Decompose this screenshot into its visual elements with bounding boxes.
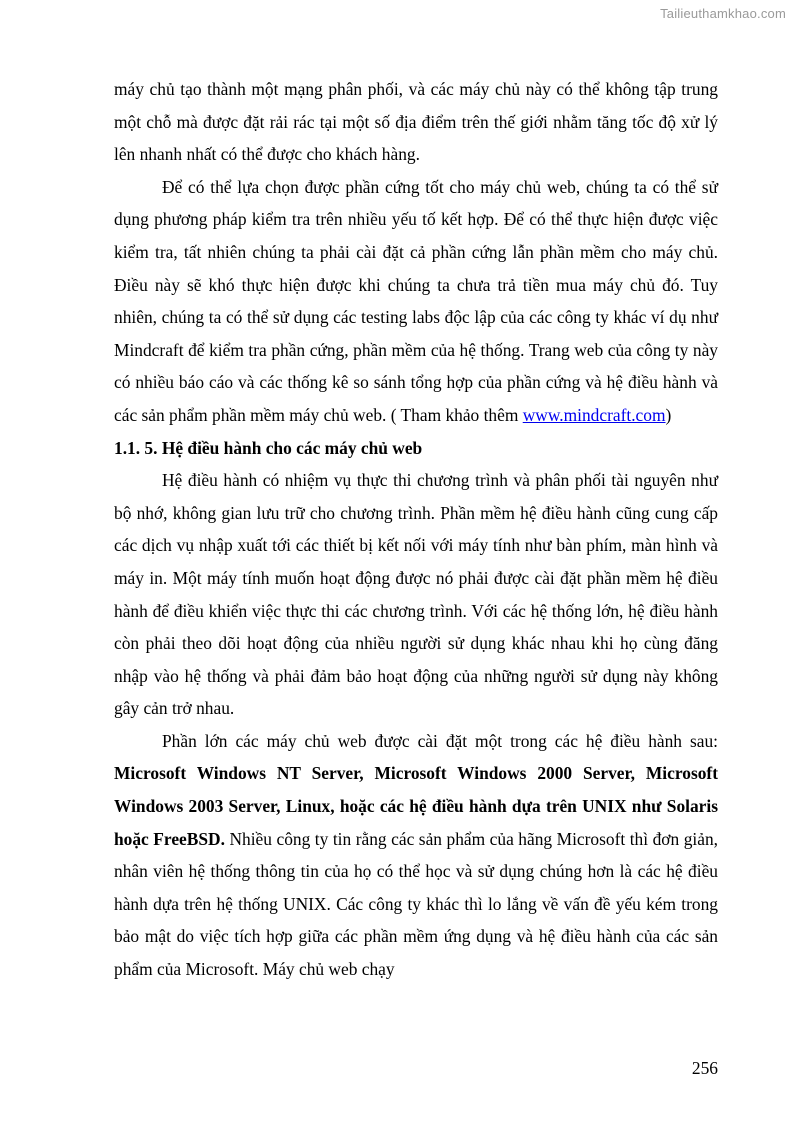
paragraph-3: Hệ điều hành có nhiệm vụ thực thi chương trình và phân phối tài nguyên như bộ nhớ, không gian lưu trữ cho chương trình. Phần mềm hệ điều hành cũng cung cấp các dịch vụ nhập xuất tới các thiết bị kết nối với máy tính như bàn phím, màn hình và máy in. Một máy tính muốn hoạt động được nó phải được cài đặt phần mềm hệ điều hành để điều khiển việc thực thi các chương trình. Với các hệ thống lớn, hệ điều hành còn phải theo dõi hoạt động của nhiều người sử dụng khác nhau khi họ cùng đăng nhập vào hệ thống và phải đảm bảo hoạt động của những người sử dụng này không gây cản trở nhau.	[114, 470, 718, 719]
paragraph-4	[114, 725, 718, 986]
page-number: 256	[691, 1058, 718, 1078]
paragraph-2	[114, 171, 718, 432]
os-list-bold: Microsoft Windows NT Server, Microsoft Windows 2000 Server, Microsoft Windows 2003 Server, Linux, hoặc các hệ điều hành dựa trên UNIX như Solaris hoặc FreeBSD.	[114, 763, 718, 849]
paragraph-2-closing: )	[665, 404, 672, 425]
paragraph-4-rest: Nhiều công ty tin rằng các sản phẩm của hãng Microsoft thì đơn giản, nhân viên hệ thống thông tin của họ có thể học và sử dụng chúng hơn là các hệ điều hành dựa trên hệ thống UNIX. Các công ty khác thì lo lắng về vấn đề yếu kém trong bảo mật do việc tích hợp giữa các phần mềm ứng dụng và hệ điều hành của các sản phẩm của Microsoft. Máy chủ web chạy	[114, 828, 718, 980]
mindcraft-link[interactable]: www.mindcraft.com	[522, 404, 666, 425]
section-heading: 1.1. 5. Hệ điều hành cho các máy chủ web	[114, 437, 423, 458]
paragraph-1: máy chủ tạo thành một mạng phân phối, và các máy chủ này có thể không tập trung một chỗ mà được đặt rải rác tại một số địa điểm trên thế giới nhằm tăng tốc độ xử lý lên nhanh nhất có thể được cho khách hàng.	[114, 79, 718, 165]
watermark: Tailieuthamkhao.com	[660, 6, 786, 21]
paragraph-2-text: Để có thể lựa chọn được phần cứng tốt cho máy chủ web, chúng ta có thể sử dụng phương pháp kiểm tra trên nhiều yếu tố kết hợp. Để có thể thực hiện được việc kiểm tra, tất nhiên chúng ta phải cài đặt cả phần cứng lẫn phần mềm cho máy chủ. Điều này sẽ khó thực hiện được khi chúng ta chưa trả tiền mua máy chủ đó. Tuy nhiên, chúng ta có thể sử dụng các testing labs độc lập của các công ty khác ví dụ như Mindcraft để kiểm tra phần cứng, phần mềm của hệ thống. Trang web của công ty này có nhiều báo cáo và các thống kê so sánh tổng hợp của phần cứng và hệ điều hành và các sản phẩm phần mềm máy chủ web. ( Tham khảo thêm	[114, 176, 718, 425]
paragraph-4-intro: Phần lớn các máy chủ web được cài đặt một trong các hệ điều hành sau:	[162, 730, 718, 751]
page-body	[114, 73, 718, 986]
